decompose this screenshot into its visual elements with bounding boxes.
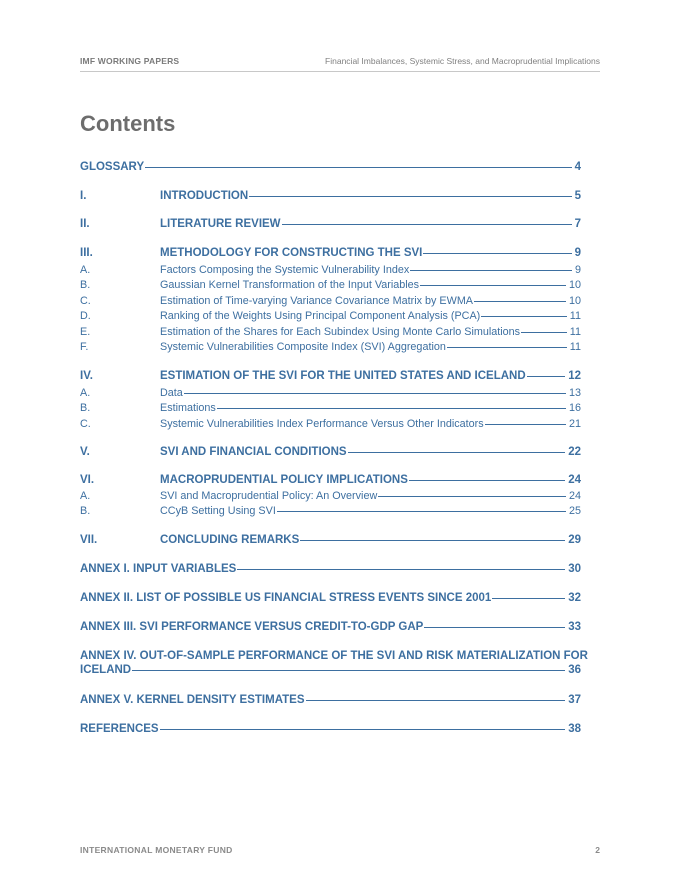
- toc-page-number: 30: [568, 563, 581, 575]
- toc-entry-svi-financial-conditions[interactable]: [80, 446, 581, 458]
- toc-page-number: 24: [568, 490, 581, 502]
- page-title: Contents: [80, 111, 176, 136]
- toc-entry-text-line1: ANNEX IV. OUT-OF-SAMPLE PERFORMANCE OF THE SVI AND RISK MATERIALIZATION FOR: [80, 650, 588, 662]
- toc-leader: [217, 408, 566, 409]
- toc-entry-annex-1[interactable]: [80, 563, 581, 575]
- toc-page-number: 4: [574, 161, 581, 173]
- toc-leader: [306, 700, 566, 701]
- toc-page-number: 16: [568, 402, 581, 414]
- toc-entry-estimation[interactable]: [80, 370, 581, 382]
- toc-page-number: 37: [568, 694, 581, 706]
- toc-entry-text: ANNEX III. SVI PERFORMANCE VERSUS CREDIT-TO-GDP GAP: [80, 621, 424, 633]
- toc-page-number: 32: [568, 592, 581, 604]
- toc-page-number: 36: [568, 664, 581, 676]
- toc-subentry-4c[interactable]: [80, 418, 581, 430]
- toc-section-number: VI.: [80, 474, 95, 486]
- toc-page-number: 33: [568, 621, 581, 633]
- toc-entry-concluding-remarks[interactable]: [80, 534, 581, 546]
- toc-leader: [249, 196, 571, 197]
- toc-page-number: 5: [574, 190, 581, 202]
- toc-leader: [424, 627, 565, 628]
- toc-leader: [282, 224, 572, 225]
- toc-subentry-4b[interactable]: [80, 402, 581, 414]
- toc-entry-text: Gaussian Kernel Transformation of the Input Variables: [160, 279, 420, 291]
- toc-entry-text: ANNEX II. LIST OF POSSIBLE US FINANCIAL STRESS EVENTS SINCE 2001: [80, 592, 492, 604]
- toc-leader: [184, 393, 566, 394]
- toc-subentry-6b[interactable]: [80, 505, 581, 517]
- toc-subsection-letter: B.: [80, 279, 91, 291]
- toc-leader: [420, 285, 566, 286]
- toc-leader: [527, 376, 566, 377]
- toc-subentry-3e[interactable]: [80, 326, 581, 338]
- toc-entry-text: REFERENCES: [80, 723, 159, 735]
- toc-page-number: 11: [569, 326, 581, 338]
- toc-leader: [378, 496, 566, 497]
- toc-page-number: 9: [574, 247, 581, 259]
- toc-leader: [348, 452, 566, 453]
- toc-leader: [160, 729, 566, 730]
- toc-entry-text: Estimation of Time-varying Variance Covariance Matrix by EWMA: [160, 295, 474, 307]
- toc-page-number: 22: [568, 446, 581, 458]
- toc-entry-text: Factors Composing the Systemic Vulnerability Index: [160, 264, 410, 276]
- toc-page-number: 29: [568, 534, 581, 546]
- toc-page-number: 10: [568, 279, 581, 291]
- toc-entry-literature-review[interactable]: [80, 218, 581, 230]
- toc-entry-text: ANNEX I. INPUT VARIABLES: [80, 563, 237, 575]
- toc-subsection-letter: C.: [80, 418, 91, 430]
- toc-page-number: 7: [574, 218, 581, 230]
- toc-entry-text: Estimation of the Shares for Each Subindex Using Monte Carlo Simulations: [160, 326, 521, 338]
- toc-subsection-letter: D.: [80, 310, 91, 322]
- toc-page-number: 21: [568, 418, 581, 430]
- toc-leader: [132, 670, 565, 671]
- toc-page-number: 9: [574, 264, 581, 276]
- toc-entry-methodology[interactable]: [80, 247, 581, 259]
- toc-section-number: I.: [80, 190, 87, 202]
- toc-subsection-letter: B.: [80, 505, 91, 517]
- toc-entry-text: MACROPRUDENTIAL POLICY IMPLICATIONS: [160, 474, 408, 486]
- footer-page-number: 2: [595, 845, 600, 855]
- toc-entry-text: Systemic Vulnerabilities Composite Index (SVI) Aggregation: [160, 341, 446, 353]
- toc-entry-macroprudential[interactable]: [80, 474, 581, 486]
- toc-leader: [447, 347, 567, 348]
- toc-entry-text: CCyB Setting Using SVI: [160, 505, 276, 517]
- toc-section-number: V.: [80, 446, 90, 458]
- header-rule: [80, 71, 600, 72]
- toc-subentry-4a[interactable]: [80, 387, 581, 399]
- toc-entry-text: Systemic Vulnerabilities Index Performance Versus Other Indicators: [160, 418, 484, 430]
- toc-entry-text: Data: [160, 387, 183, 399]
- toc-subsection-letter: F.: [80, 341, 89, 353]
- running-header-left: IMF WORKING PAPERS: [80, 56, 180, 66]
- running-header-right: Financial Imbalances, Systemic Stress, and Macroprudential Implications: [325, 56, 600, 66]
- toc-leader: [521, 332, 567, 333]
- toc-leader: [277, 511, 566, 512]
- toc-entry-text: METHODOLOGY FOR CONSTRUCTING THE SVI: [160, 247, 423, 259]
- toc-leader: [410, 270, 572, 271]
- toc-entry-references[interactable]: [80, 723, 581, 735]
- toc-entry-text: LITERATURE REVIEW: [160, 218, 281, 230]
- toc-section-number: II.: [80, 218, 90, 230]
- toc-subentry-3f[interactable]: [80, 341, 581, 353]
- toc-subsection-letter: B.: [80, 402, 91, 414]
- toc-subentry-3d[interactable]: [80, 310, 581, 322]
- toc-entry-text: CONCLUDING REMARKS: [160, 534, 300, 546]
- toc-subentry-6a[interactable]: [80, 490, 581, 502]
- toc-page-number: 38: [568, 723, 581, 735]
- toc-entry-text: GLOSSARY: [80, 161, 145, 173]
- toc-leader: [300, 540, 565, 541]
- toc-entry-annex-3[interactable]: [80, 621, 581, 633]
- toc-entry-text: ESTIMATION OF THE SVI FOR THE UNITED STATES AND ICELAND: [160, 370, 526, 382]
- toc-leader: [474, 301, 566, 302]
- toc-section-number: III.: [80, 247, 93, 259]
- toc-leader: [145, 167, 571, 168]
- footer-organization: INTERNATIONAL MONETARY FUND: [80, 845, 233, 855]
- toc-leader: [409, 480, 565, 481]
- toc-entry-annex-4[interactable]: [80, 650, 588, 676]
- toc-entry-text: SVI AND FINANCIAL CONDITIONS: [160, 446, 347, 458]
- toc-section-number: VII.: [80, 534, 98, 546]
- toc-leader: [485, 424, 566, 425]
- toc-entry-annex-2[interactable]: [80, 592, 581, 604]
- toc-entry-text: Ranking of the Weights Using Principal Component Analysis (PCA): [160, 310, 481, 322]
- toc-subentry-3a[interactable]: [80, 264, 581, 276]
- toc-entry-text-line2: ICELAND: [80, 664, 132, 676]
- toc-entry-introduction[interactable]: [80, 190, 581, 202]
- toc-page-number: 11: [569, 341, 581, 353]
- toc-page-number: 13: [568, 387, 581, 399]
- toc-entry-annex-5[interactable]: [80, 694, 581, 706]
- toc-entry-glossary[interactable]: [80, 161, 581, 173]
- toc-entry-text: SVI and Macroprudential Policy: An Overview: [160, 490, 378, 502]
- toc-subentry-3b[interactable]: [80, 279, 581, 291]
- toc-page-number: 10: [568, 295, 581, 307]
- toc-subsection-letter: A.: [80, 264, 91, 276]
- toc-page-number: 25: [568, 505, 581, 517]
- toc-subsection-letter: C.: [80, 295, 91, 307]
- toc-subsection-letter: A.: [80, 387, 91, 399]
- toc-leader: [481, 316, 567, 317]
- toc-leader: [492, 598, 565, 599]
- toc-page-number: 11: [569, 310, 581, 322]
- toc-subsection-letter: E.: [80, 326, 91, 338]
- toc-subsection-letter: A.: [80, 490, 91, 502]
- toc-section-number: IV.: [80, 370, 94, 382]
- toc-leader: [423, 253, 571, 254]
- toc-leader: [237, 569, 565, 570]
- toc-entry-text: INTRODUCTION: [160, 190, 249, 202]
- toc-subentry-3c[interactable]: [80, 295, 581, 307]
- toc-page-number: 24: [568, 474, 581, 486]
- toc-page-number: 12: [568, 370, 581, 382]
- toc-entry-text: ANNEX V. KERNEL DENSITY ESTIMATES: [80, 694, 305, 706]
- toc-entry-text: Estimations: [160, 402, 216, 414]
